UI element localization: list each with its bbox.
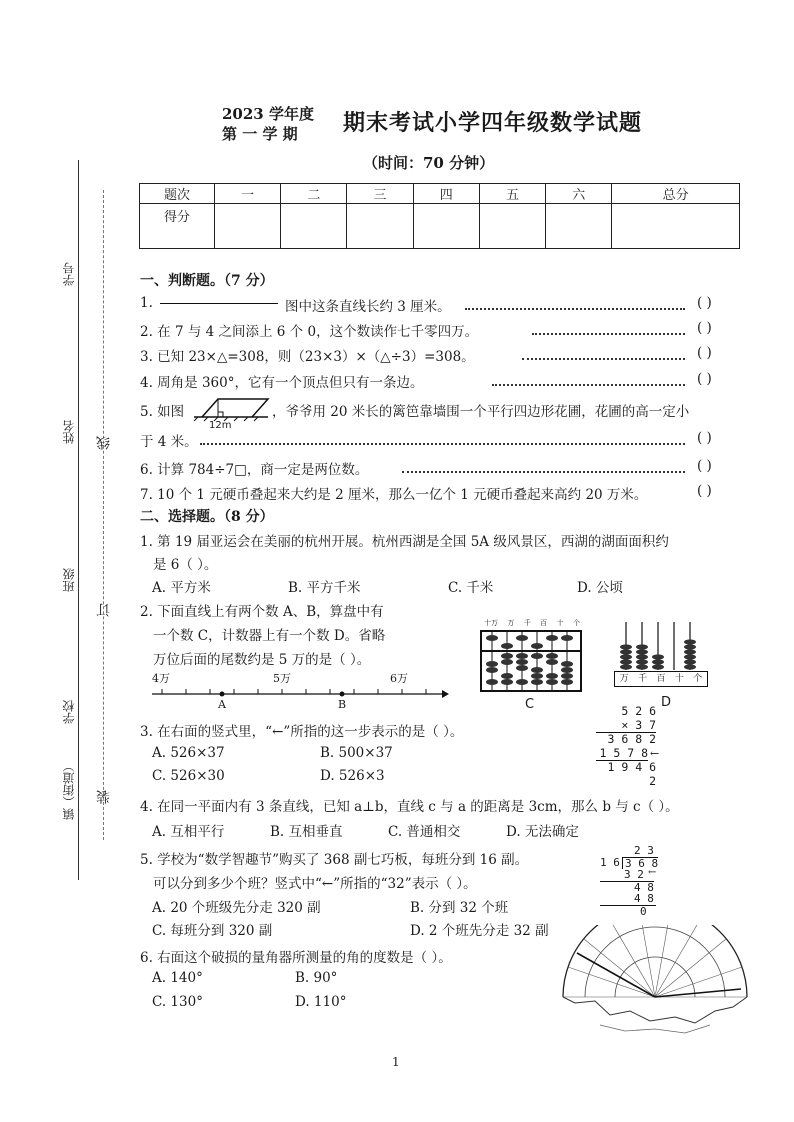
school-year: 2023 学年度: [222, 105, 314, 123]
counter-place-label: 百: [656, 674, 666, 684]
leader-dots: [532, 333, 685, 335]
binding-xian: 线: [96, 436, 112, 450]
town-label: 镇（街道）: [62, 760, 76, 820]
abacus-place-label: 千: [523, 619, 531, 627]
number-line: [150, 682, 450, 712]
calc-quotient: 2 3: [634, 844, 654, 857]
s2-q4-option[interactable]: B. 互相垂直: [270, 824, 343, 840]
calc-line: × 3 7: [596, 719, 656, 734]
s2-q3-option[interactable]: D. 526×3: [320, 768, 385, 784]
s1-q2: 2. 在 7 与 4 之间添上 6 个 0，这个数读作七千零四万。: [140, 324, 479, 340]
s2-q5-option[interactable]: A. 20 个班级先分走 320 副: [152, 900, 321, 916]
score-cell[interactable]: [479, 204, 545, 249]
student-id-label: 学号: [62, 262, 76, 286]
section1-heading: 一、判断题。（7 分）: [140, 273, 274, 289]
counter-label: D: [661, 695, 672, 710]
score-table: [139, 183, 740, 249]
number-line-point-label: A: [218, 698, 226, 711]
s2-q4-option[interactable]: A. 互相平行: [152, 824, 225, 840]
score-cell[interactable]: [546, 204, 612, 249]
arrow-left-icon: ←: [648, 867, 657, 878]
abacus-label: C: [525, 697, 535, 712]
s2-q2-part2: 一个数 C，计数器上有一个数 D。省略: [153, 628, 386, 644]
s2-q1-option[interactable]: A. 平方米: [152, 580, 211, 596]
score-cell[interactable]: [347, 204, 413, 249]
s2-q5-part1: 5. 学校为“数学智趣节”购买了 368 副七巧板，每班分到 16 副。: [140, 852, 529, 868]
score-row-label: 得分: [140, 204, 215, 249]
page-number: 1: [392, 1055, 400, 1069]
s2-q1-option[interactable]: C. 千米: [448, 580, 494, 596]
binding-zhuang: 装: [96, 790, 112, 804]
binding-ding: 订: [96, 603, 112, 617]
calc-line: 3 6 8 2: [607, 732, 656, 746]
score-header-cell: 题次: [140, 184, 215, 204]
score-header-cell: 总分: [612, 184, 740, 204]
section2-heading: 二、选择题。（8 分）: [140, 509, 274, 525]
leader-dots: [402, 471, 685, 473]
answer-paren[interactable]: ( ): [697, 295, 712, 311]
s2-q1-part1: 1. 第 19 届亚运会在美丽的杭州开展。杭州西湖是全国 5A 级风景区，西湖的湖面面积约: [140, 534, 669, 550]
school-label: 学校: [62, 700, 76, 724]
s2-q6-option[interactable]: C. 130°: [152, 994, 203, 1010]
arrow-left-icon: ←: [650, 747, 660, 760]
answer-paren[interactable]: ( ): [697, 483, 712, 499]
counter-place-label: 万: [619, 674, 629, 684]
leader-dots: [200, 443, 685, 445]
score-table-score-row: [140, 204, 740, 249]
abacus-place-label: 十: [556, 619, 564, 627]
binding-line: [78, 160, 79, 880]
score-header-cell: 四: [413, 184, 479, 204]
s2-q6-option[interactable]: B. 90°: [295, 970, 338, 986]
number-line-label: 6万: [390, 672, 408, 685]
s2-q5-part2: 可以分到多少个班？竖式中“←”所指的“32”表示（ ）。: [153, 876, 477, 892]
s1-q1-text: 图中这条直线长约 3 厘米。: [285, 299, 451, 315]
s2-q3: 3. 在右面的竖式里，“←”所指的这一步表示的是（ ）。: [140, 724, 464, 740]
score-cell[interactable]: [281, 204, 347, 249]
calc-line: 4 8: [634, 880, 654, 894]
score-cell[interactable]: [612, 204, 740, 249]
long-division-calc: [600, 845, 670, 917]
abacus-place-label: 十万: [484, 619, 498, 627]
s2-q5-option[interactable]: C. 每班分到 320 副: [152, 923, 273, 939]
score-cell[interactable]: [413, 204, 479, 249]
calc-line: 1 5 7 8: [596, 747, 648, 762]
counter-place-label: 千: [638, 674, 648, 684]
s2-q5-option[interactable]: B. 分到 32 个班: [410, 900, 509, 916]
page-title: 期末考试小学四年级数学试题: [343, 110, 643, 136]
score-header-cell: 六: [546, 184, 612, 204]
abacus-place-label: 百: [540, 619, 548, 627]
multiplication-calc: [596, 705, 656, 788]
answer-paren[interactable]: ( ): [697, 320, 712, 336]
s2-q3-option[interactable]: B. 500×37: [320, 745, 393, 761]
s2-q4-option[interactable]: D. 无法确定: [506, 824, 579, 840]
s2-q1-option[interactable]: B. 平方千米: [288, 580, 361, 596]
answer-paren[interactable]: ( ): [697, 430, 712, 446]
score-header-cell: 三: [347, 184, 413, 204]
s2-q3-option[interactable]: C. 526×30: [152, 768, 225, 784]
calc-line: 0: [640, 904, 647, 918]
counter-place-label: 十: [674, 674, 684, 684]
s1-q6: 6. 计算 784÷7□，商一定是两位数。: [140, 462, 369, 478]
s2-q4-option[interactable]: C. 普通相交: [388, 824, 461, 840]
score-header-cell: 二: [281, 184, 347, 204]
leader-dots: [492, 384, 685, 386]
s2-q6-option[interactable]: A. 140°: [152, 970, 203, 986]
s2-q3-option[interactable]: A. 526×37: [152, 745, 225, 761]
score-table-header-row: [140, 184, 740, 204]
calc-dividend: 3 6 8: [622, 857, 658, 870]
s2-q2-part3: 万位后面的尾数约是 5 万的是（ ）。: [153, 652, 371, 668]
abacus-top-labels: [484, 618, 580, 628]
number-line-point-label: B: [338, 698, 347, 711]
s1-q1-number: 1.: [140, 295, 153, 311]
s1-q3: 3. 已知 23×△=308，则（23×3）×（△÷3）=308。: [140, 349, 475, 365]
number-line-label: 4万: [152, 672, 170, 685]
s1-q5-part3: 于 4 米。: [140, 434, 198, 450]
s1-q4: 4. 周角是 360°，它有一个顶点但只有一条边。: [140, 375, 424, 391]
name-label: 姓名: [62, 420, 76, 444]
broken-protractor-figure: [555, 925, 755, 1035]
answer-paren[interactable]: ( ): [697, 371, 712, 387]
s2-q5-option[interactable]: D. 2 个班先分走 32 副: [410, 923, 549, 939]
s1-q5-part2: ，爷爷用 20 米长的篱笆靠墙围一个平行四边形花圃，花圃的高一定小: [272, 404, 690, 420]
leader-dots: [465, 308, 685, 310]
answer-paren[interactable]: ( ): [697, 458, 712, 474]
number-line-label: 5万: [273, 672, 291, 685]
counter-place-label: 个: [693, 674, 703, 684]
s2-q2-part1: 2. 下面直线上有两个数 A、B，算盘中有: [140, 604, 384, 620]
semester: 第 一 学 期: [222, 125, 298, 143]
class-label: 班级: [62, 568, 76, 592]
s2-q1-option[interactable]: D. 公顷: [577, 580, 623, 596]
s2-q1-part2: 是 6（ ）。: [153, 557, 218, 573]
s1-q1-line-figure: [160, 303, 278, 304]
calc-line: 5 2 6: [621, 704, 656, 718]
abacus-place-label: 万: [507, 619, 515, 627]
calc-line: 1 9 4 6 2: [607, 760, 656, 788]
calc-divisor: 1 6: [600, 855, 620, 869]
s1-q7: 7. 10 个 1 元硬币叠起来大约是 2 厘米，那么一亿个 1 元硬币叠起来高约 20 万米。: [140, 487, 648, 503]
exam-time: （时间：70 分钟）: [363, 154, 495, 172]
s2-q6-option[interactable]: D. 110°: [295, 994, 347, 1010]
s1-q5-part1: 5. 如图: [140, 404, 185, 420]
calc-line: 3 2: [600, 869, 654, 882]
number-line-point-a: [220, 692, 225, 697]
parallelogram-figure: [192, 393, 272, 433]
answer-paren[interactable]: ( ): [697, 345, 712, 361]
calc-line: 4 8: [600, 893, 656, 906]
number-line-point-b: [340, 692, 345, 697]
abacus-figure: [480, 630, 582, 692]
s2-q4: 4. 在同一平面内有 3 条直线，已知 a⊥b，直线 c 与 a 的距离是 3cm，那么 b 与 c（ ）。: [140, 799, 679, 815]
parallelogram-base-label: 12m: [209, 420, 232, 431]
s2-q6: 6. 右面这个破损的量角器所测量的角的度数是（ ）。: [140, 950, 452, 966]
score-header-cell: 五: [479, 184, 545, 204]
binding-cut-line: [103, 190, 104, 840]
abacus-place-label: 个: [572, 619, 580, 627]
leader-dots: [522, 358, 685, 360]
score-cell[interactable]: [215, 204, 281, 249]
score-header-cell: 一: [215, 184, 281, 204]
counter-places: [614, 671, 708, 687]
counter-figure: [614, 620, 706, 672]
